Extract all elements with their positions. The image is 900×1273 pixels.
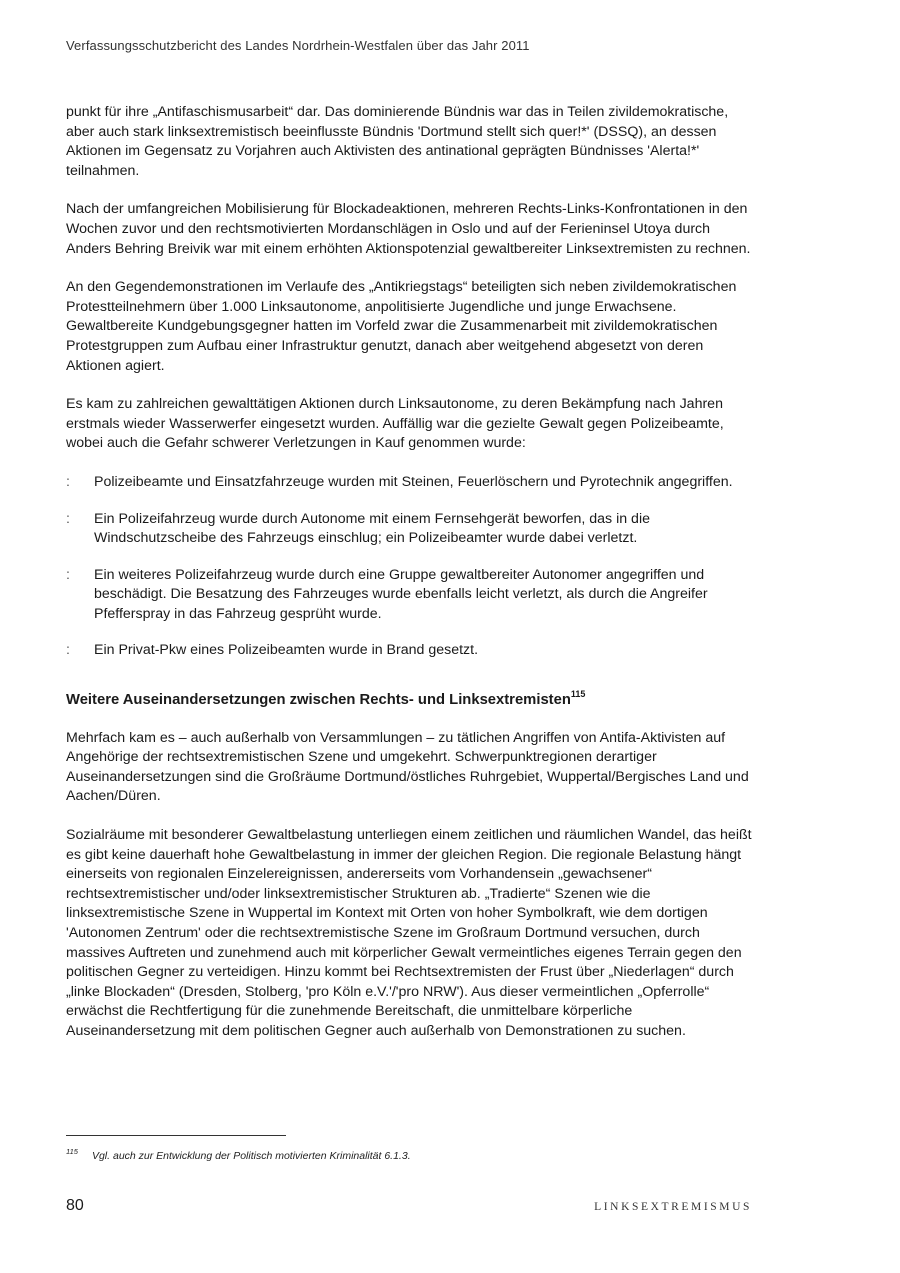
list-item xyxy=(66,641,756,661)
list-item xyxy=(66,473,756,493)
bullet-marker: : xyxy=(66,642,70,659)
running-header: Verfassungsschutzbericht des Landes Nordrhein-Westfalen über das Jahr 2011 xyxy=(66,38,530,53)
list-item xyxy=(66,566,756,625)
list-item-text: Ein Polizeifahrzeug wurde durch Autonome mit einem Fernsehgerät beworfen, das in die Windschutzscheibe des Fahrzeugs einschlug; ein Polizeibeamter wurde dabei verletzt. xyxy=(94,510,650,547)
footnote-divider xyxy=(66,1135,286,1136)
section-paragraph-1: Mehrfach kam es – auch außerhalb von Versammlungen – zu tätlichen Angriffen von Antifa-Aktivisten auf Angehörige der rechtsextremistischen Szene und umgekehrt. Schwerpunktregionen derartiger Auseinandersetzungen sind die Großräume Dortmund/östliches Ruhrgebiet, Wuppertal/Bergisches Land und Aachen/Düren. xyxy=(66,729,749,805)
paragraph-2: Nach der umfangreichen Mobilisierung für Blockadeaktionen, mehreren Rechts-Links-Konfrontationen in den Wochen zuvor und den rechtsmotivierten Mordanschlägen in Oslo und auf der Ferieninsel Utoya durch Anders Behring Breivik war mit einem erhöhten Aktionspotenzial gewaltbereiter Linksextremisten zu rechnen. xyxy=(66,201,751,257)
list-item xyxy=(66,510,756,549)
section-paragraph-2: Sozialräume mit besonderer Gewaltbelastung unterliegen einem zeitlichen und räumlichen Wandel, das heißt es gibt keine dauerhaft hohe Gewaltbelastung in immer der gleichen Region. Die regionale Belastung hängt einerseits von regionalen Einzelereignissen, andererseits vom Vorhandensein „gewachsener“ rechtsextremistischer und/oder linksextremistischer Strukturen ab. „Tradierte“ Szenen wie die linksextremistische Szene in Wuppertal im Kontext mit Orten von hoher Symbolkraft, wie dem dortigen 'Autonomen Zentrum' oder die rechtsextremistische Szene im Großraum Dortmund versuchen, durch massives Auftreten und zunehmend auch mit körperlicher Gewalt vermeintliches eigenes Terrain gegen den politischen Gegner zu verteidigen. Hinzu kommt bei Rechtsextremisten der Frust über „Niederlagen“ durch „linke Blockaden“ (Dresden, Stolberg, 'pro Köln e.V.'/'pro NRW'). Aus dieser vermeintlichen „Opferrolle“ erwächst die Rechtfertigung für die zunehmende Bereitschaft, die unmittelbare körperliche Auseinandersetzung mit dem politischen Gegner auch außerhalb von Demonstrationen zu suchen. xyxy=(66,827,752,1039)
bullet-marker: : xyxy=(66,566,70,583)
paragraph-4: Es kam zu zahlreichen gewalttätigen Aktionen durch Linksautonome, zu deren Bekämpfung nach Jahren erstmals wieder Wasserwerfer eingesetzt wurden. Auffällig war die gezielte Gewalt gegen Polizeibeamte, wobei auch die Gefahr schwerer Verletzungen in Kauf genommen wurde: xyxy=(66,396,724,452)
paragraph-3: An den Gegendemonstrationen im Verlaufe des „Antikriegstags“ beteiligten sich neben zivildemokratischen Protestteilnehmern über 1.000 Linksautonome, anpolitisierte Jugendliche und junge Erwachsene. Gewaltbereite Kundgebungsgegner hatten im Vorfeld zwar die Zusammenarbeit mit zivildemokratischen Protestgruppen zum Aufbau einer Infrastruktur genutzt, danach aber weitgehend abgesetzt von deren Aktionen agiert. xyxy=(66,279,737,374)
footnote-reference[interactable]: 115 xyxy=(570,689,586,700)
incident-list xyxy=(66,473,756,661)
bullet-marker: : xyxy=(66,473,70,490)
page-number: 80 xyxy=(66,1197,84,1214)
list-item-text: Ein Privat-Pkw eines Polizeibeamten wurde in Brand gesetzt. xyxy=(94,642,479,659)
footnote-text: Vgl. auch zur Entwicklung der Politisch motivierten Kriminalität 6.1.3. xyxy=(91,1150,411,1162)
footer-section-label: LINKSEXTREMISMUS xyxy=(594,1201,752,1213)
section-heading xyxy=(66,685,756,711)
bullet-marker: : xyxy=(66,510,70,527)
paragraph-1: punkt für ihre „Antifaschismusarbeit“ dar. Das dominierende Bündnis war das in Teilen zivildemokratische, aber auch stark linksextremistisch beeinflusste Bündnis 'Dortmund stellt sich quer!*' (DSSQ), an dessen Aktionen im Gegensatz zu Vorjahren auch Aktivisten des antinational geprägten Bündnisses 'Alerta!*' teilnahmen. xyxy=(66,104,729,179)
section-heading-text: Weitere Auseinandersetzungen zwischen Rechts- und Linksextremisten xyxy=(66,692,571,709)
footnote-number: 115 xyxy=(66,1147,78,1156)
page-body xyxy=(66,103,756,1061)
list-item-text: Ein weiteres Polizeifahrzeug wurde durch eine Gruppe gewaltbereiter Autonomer angegriffen und beschädigt. Die Besatzung des Fahrzeuges wurde ebenfalls leicht verletzt, als durch die Angreifer Pfefferspray in das Fahrzeug gesprüht wurde. xyxy=(94,566,708,622)
footnote xyxy=(66,1147,411,1162)
list-item-text: Polizeibeamte und Einsatzfahrzeuge wurden mit Steinen, Feuerlöschern und Pyrotechnik angegriffen. xyxy=(94,473,733,490)
